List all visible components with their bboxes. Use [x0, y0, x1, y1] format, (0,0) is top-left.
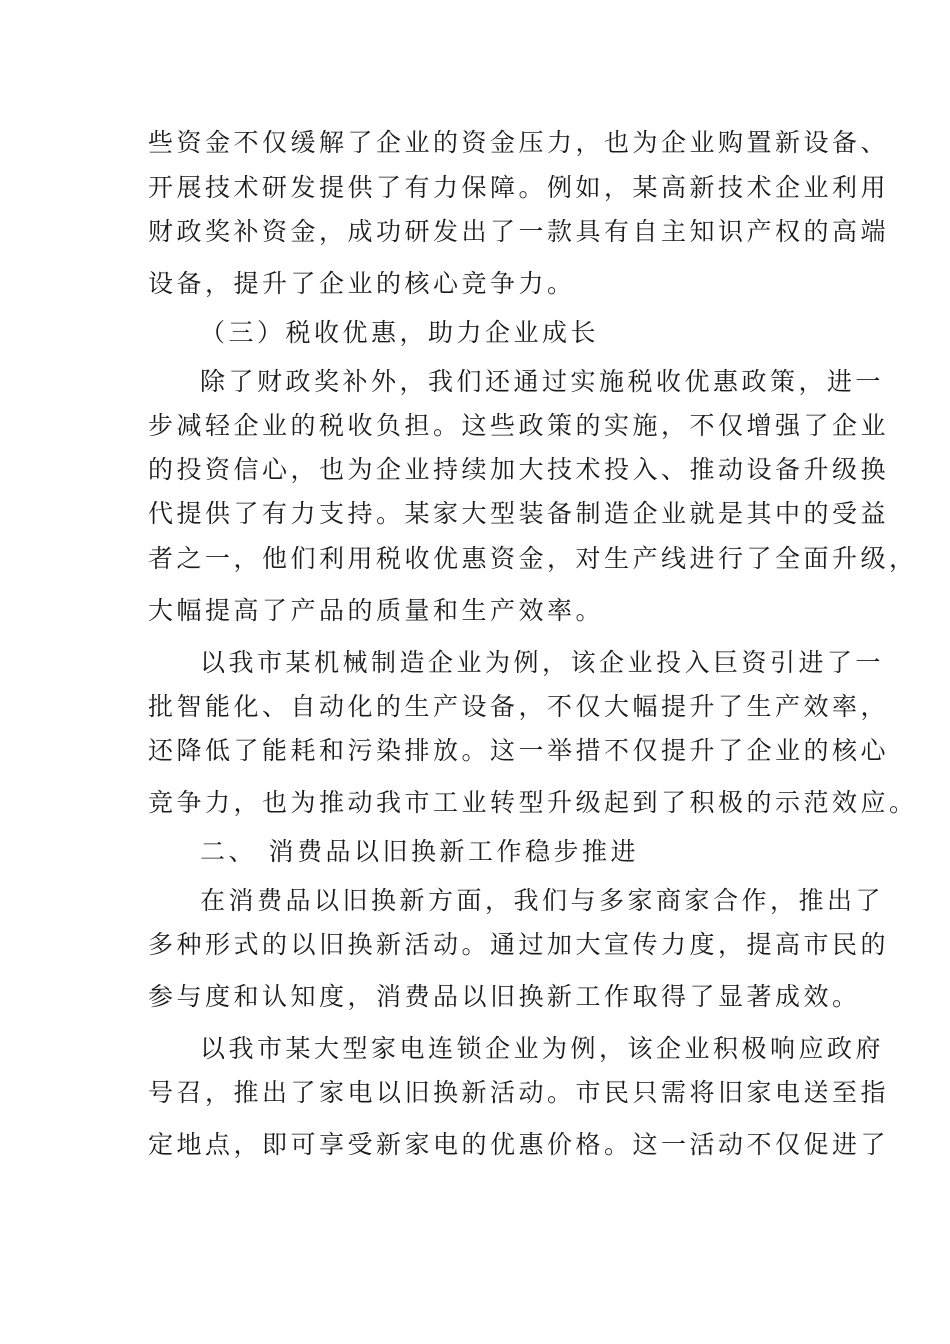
paragraph-line: 财政奖补资金，成功研发出了一款具有自主知识产权的高端 — [148, 217, 890, 246]
paragraph-line: 设备，提升了企业的核心竞争力。 — [148, 269, 576, 298]
paragraph-line: 代提供了有力支持。某家大型装备制造企业就是其中的受益 — [148, 499, 890, 528]
paragraph-line: 开展技术研发提供了有力保障。例如，某高新技术企业利用 — [148, 173, 890, 202]
paragraph-line: 的投资信心，也为企业持续加大技术投入、推动设备升级换 — [148, 455, 890, 484]
paragraph-line: 者之一，他们利用税收优惠资金，对生产线进行了全面升级， — [148, 544, 918, 573]
paragraph-line: 参与度和认知度，消费品以旧换新工作取得了显著成效。 — [148, 982, 861, 1011]
paragraph-line: 以我市某大型家电连锁企业为例，该企业积极响应政府 — [200, 1034, 885, 1063]
paragraph-line: 些资金不仅缓解了企业的资金压力，也为企业购置新设备、 — [148, 128, 890, 157]
paragraph-line: 多种形式的以旧换新活动。通过加大宣传力度，提高市民的 — [148, 930, 890, 959]
paragraph-line: 以我市某机械制造企业为例，该企业投入巨资引进了一 — [200, 648, 885, 677]
paragraph-line: 号召，推出了家电以旧换新活动。市民只需将旧家电送至指 — [148, 1078, 890, 1107]
paragraph-line: 步减轻企业的税收负担。这些政策的实施，不仅增强了企业 — [148, 411, 890, 440]
paragraph-line: 除了财政奖补外，我们还通过实施税收优惠政策，进一 — [200, 367, 885, 396]
paragraph-line: 定地点，即可享受新家电的优惠价格。这一活动不仅促进了 — [148, 1130, 890, 1159]
paragraph-line: 竞争力，也为推动我市工业转型升级起到了积极的示范效应。 — [148, 788, 918, 817]
paragraph-line: 批智能化、自动化的生产设备，不仅大幅提升了生产效率， — [148, 692, 890, 721]
paragraph-line: 大幅提高了产品的质量和生产效率。 — [148, 596, 605, 625]
paragraph-line: 在消费品以旧换新方面，我们与多家商家合作，推出了 — [200, 886, 885, 915]
paragraph-line: 还降低了能耗和污染排放。这一举措不仅提升了企业的核心 — [148, 736, 890, 765]
section-heading: 二、 消费品以旧换新工作稳步推进 — [200, 837, 639, 866]
section-heading: （三）税收优惠，助力企业成长 — [200, 318, 600, 347]
